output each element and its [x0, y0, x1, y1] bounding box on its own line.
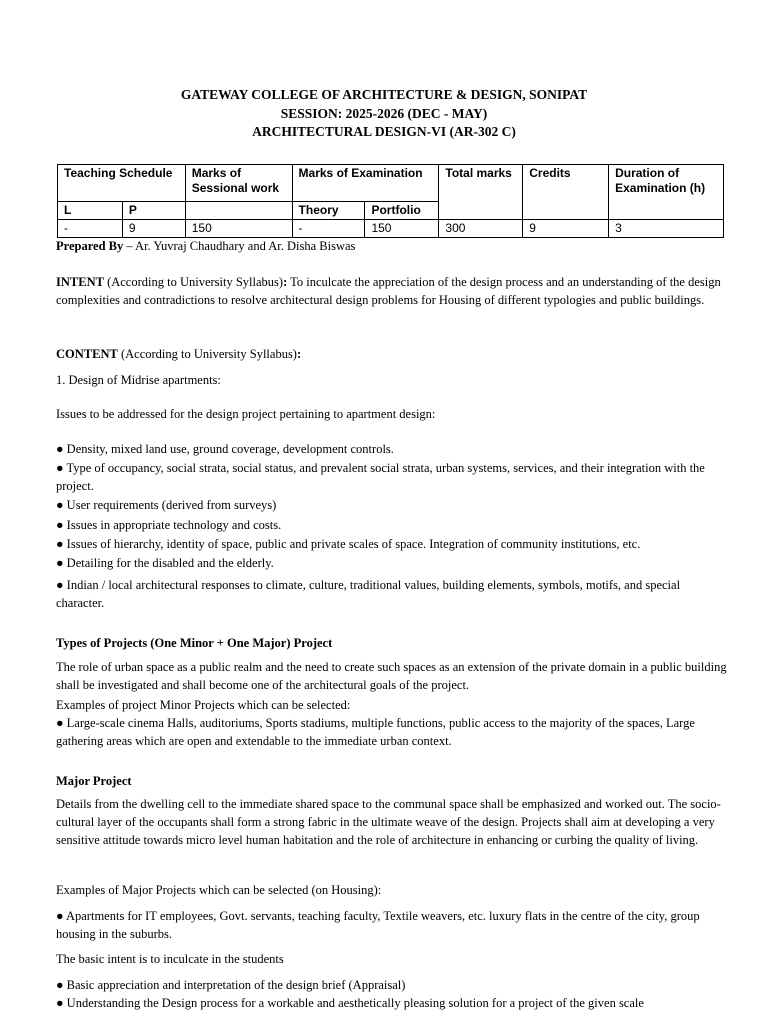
issue-item: ● Issues of hierarchy, identity of space, public and private scales of space. Integration of community institutions, etc.	[56, 537, 641, 551]
intent-source: (According to University Syllabus)	[103, 275, 284, 289]
basic-item: ● Basic appreciation and interpretation of the design brief (Appraisal)	[56, 978, 406, 992]
minor-example-item: ● Large-scale cinema Halls, auditoriums, Sports stadiums, multiple functions, public access to the majority of the spaces, Large gathering areas which are open and extendable to the immediate urban context.	[56, 716, 695, 748]
schedule-table	[57, 164, 724, 238]
prepared-by-label: Prepared By	[56, 239, 124, 253]
intent-label: INTENT	[56, 275, 104, 289]
intent-paragraph	[56, 273, 728, 309]
major-heading: Major Project	[56, 774, 132, 788]
subheader-l: L	[58, 202, 123, 220]
cell-total: 300	[439, 220, 523, 238]
cell-sessional: 150	[185, 220, 292, 238]
content-source: (According to University Syllabus)	[117, 347, 297, 361]
content-colon: :	[296, 347, 302, 361]
types-heading: Types of Projects (One Minor + One Major) Project	[56, 636, 333, 650]
types-paragraph: The role of urban space as a public realm and the need to create such spaces as an extension of the private domain in a public building shall be investigated and shall become one of the architectural goals of the project.	[56, 660, 727, 692]
issues-intro: Issues to be addressed for the design project pertaining to apartment design:	[56, 407, 436, 421]
major-example-item: ● Apartments for IT employees, Govt. servants, teaching faculty, Textile weavers, etc. luxury flats in the centre of the city, group housing in the suburbs.	[56, 909, 700, 941]
subheader-portfolio: Portfolio	[365, 202, 439, 220]
issue-item: ● Density, mixed land use, ground coverage, development controls.	[56, 442, 394, 456]
intent-colon: :	[283, 275, 288, 289]
header-teaching-schedule: Teaching Schedule	[58, 165, 186, 202]
cell-duration: 3	[609, 220, 724, 238]
header-sessional-marks: Marks of Sessional work	[185, 165, 292, 202]
course-title: ARCHITECTURAL DESIGN-VI (AR-302 C)	[252, 124, 516, 139]
issue-item: ● Detailing for the disabled and the elderly.	[56, 556, 274, 570]
content-heading	[56, 345, 728, 363]
subheader-theory: Theory	[292, 202, 365, 220]
basic-item: ● Understanding the Design process for a workable and aesthetically pleasing solution for a project of the given scale	[56, 996, 644, 1010]
prepared-by-names: – Ar. Yuvraj Chaudhary and Ar. Disha Biswas	[123, 239, 356, 253]
intent-text: To inculcate the appreciation of the design process and an understanding of the design complexities and contradictions to resolve architectural design problems for Housing of different typologies and public buildings.	[56, 275, 721, 307]
minor-examples-intro: Examples of project Minor Projects which can be selected:	[56, 698, 351, 712]
cell-theory: -	[292, 220, 365, 238]
issue-item: ● Type of occupancy, social strata, social status, and prevalent social strata, urban systems, services, and their integration with the project.	[56, 461, 705, 493]
header-credits: Credits	[523, 165, 609, 220]
cell-portfolio: 150	[365, 220, 439, 238]
subheader-p: P	[122, 202, 185, 220]
college-name: GATEWAY COLLEGE OF ARCHITECTURE & DESIGN, SONIPAT	[180, 87, 588, 102]
document-header	[0, 86, 768, 142]
cell-credits: 9	[523, 220, 609, 238]
prepared-by	[56, 237, 728, 255]
issue-item: ● Issues in appropriate technology and costs.	[56, 518, 282, 532]
item-midrise-apartments: 1. Design of Midrise apartments:	[56, 373, 221, 387]
cell-l: -	[58, 220, 123, 238]
subheader-empty	[185, 202, 292, 220]
major-paragraph: Details from the dwelling cell to the immediate shared space to the communal space shall be emphasized and worked out. The socio-cultural layer of the occupants shall form a strong fabric in the ultimate weave of the design. Projects shall aim at developing a very sensitive attitude towards micro level human habitation and the role of architecture in enhancing or curbing the quality of living.	[56, 797, 721, 847]
header-duration: Duration of Examination (h)	[609, 165, 724, 220]
header-exam-marks: Marks of Examination	[292, 165, 439, 202]
issue-item: ● Indian / local architectural responses to climate, culture, traditional values, building elements, symbols, motifs, and special character.	[56, 578, 681, 610]
content-label: CONTENT	[56, 347, 118, 361]
cell-p: 9	[122, 220, 185, 238]
session-line: SESSION: 2025-2026 (DEC - MAY)	[280, 105, 488, 121]
issue-item: ● User requirements (derived from surveys)	[56, 498, 277, 512]
major-examples-intro: Examples of Major Projects which can be selected (on Housing):	[56, 883, 382, 897]
basic-intent: The basic intent is to inculcate in the students	[56, 952, 284, 966]
header-total-marks: Total marks	[439, 165, 523, 220]
